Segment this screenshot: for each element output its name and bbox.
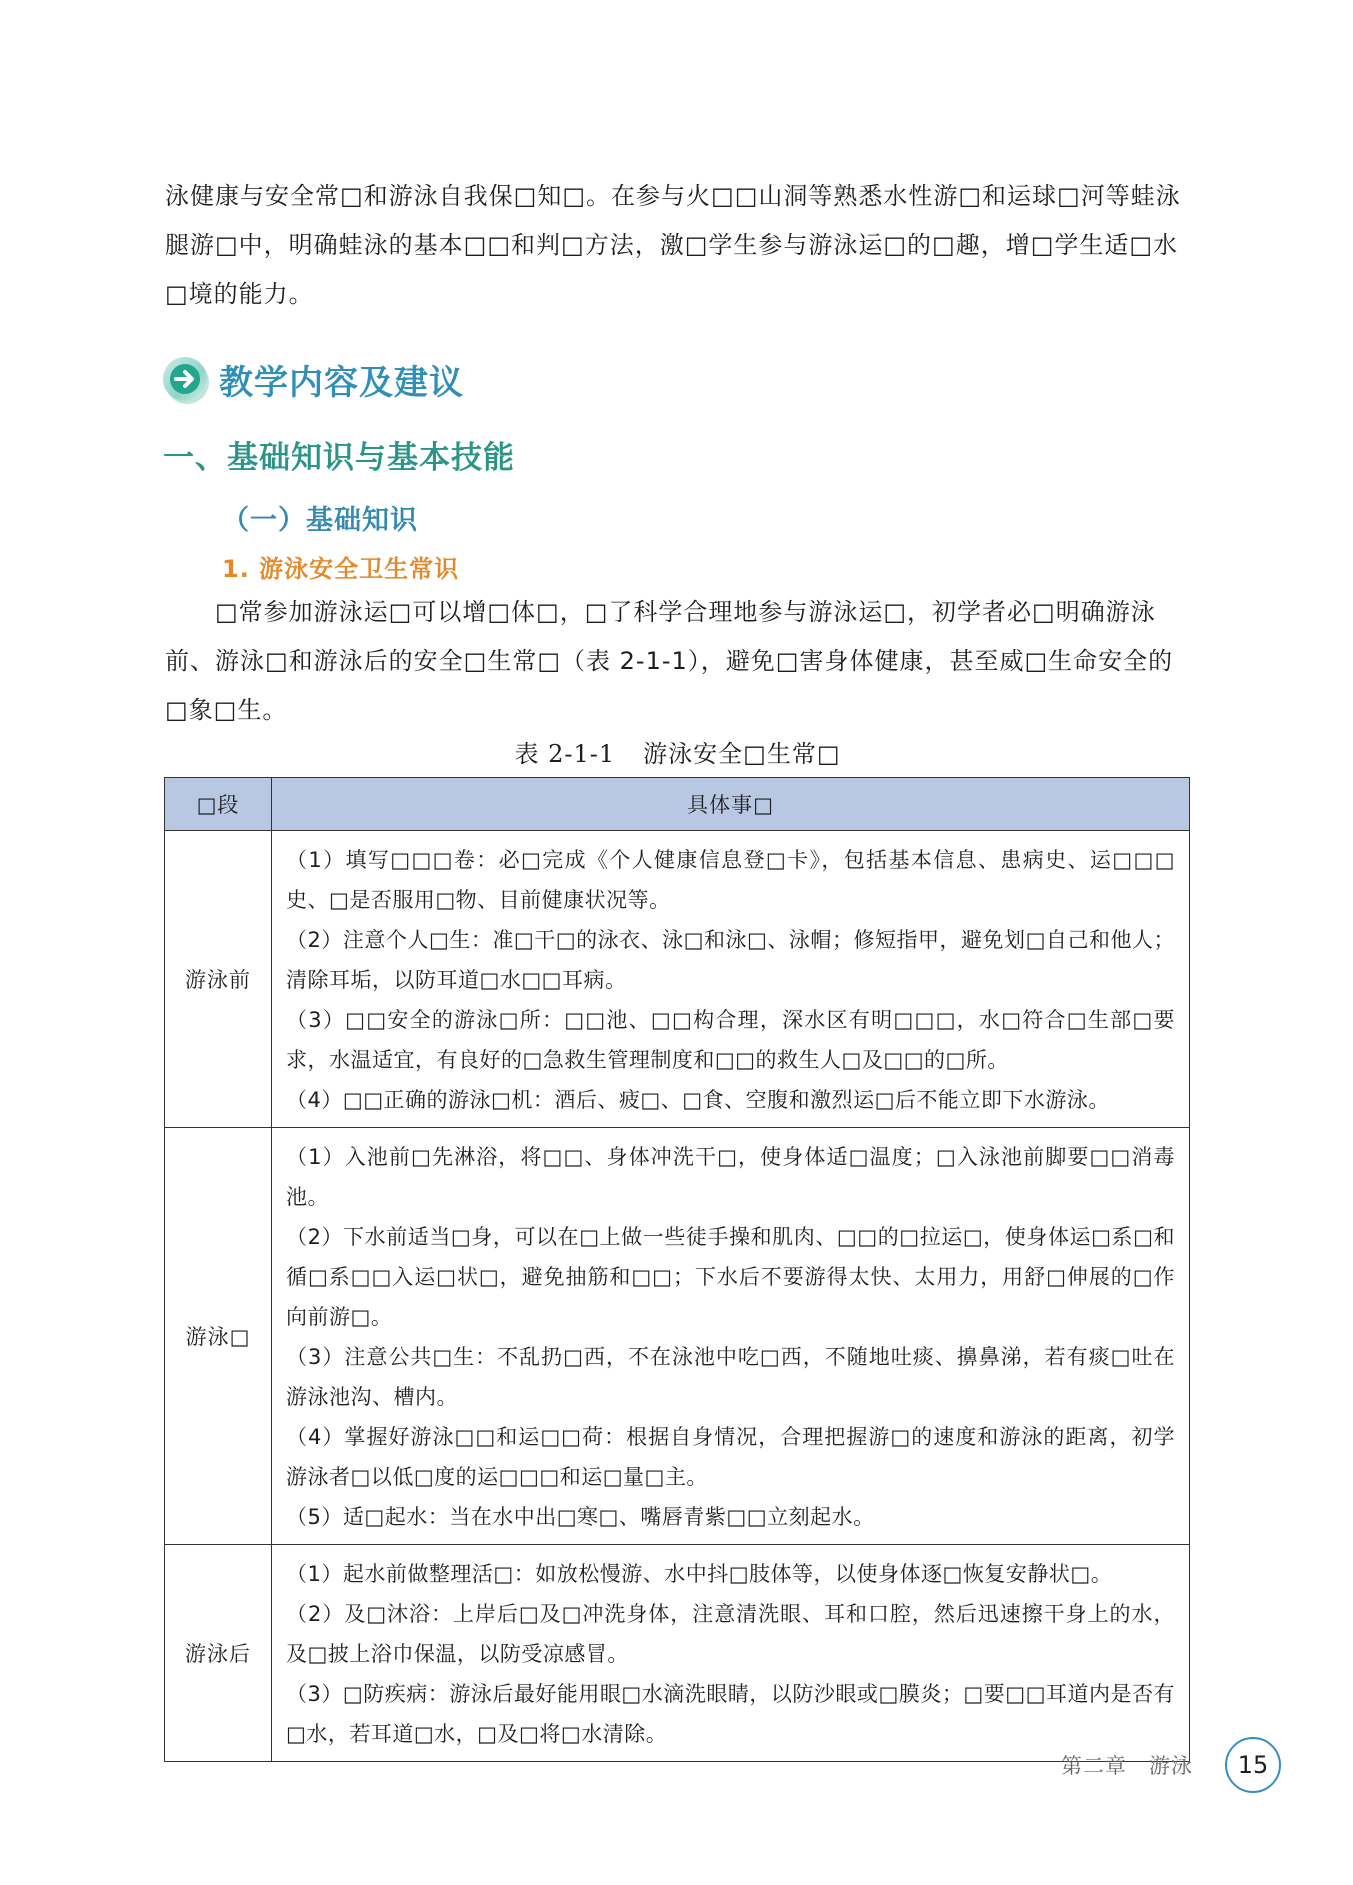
list-item: （3）□□安全的游泳□所：□□池、□□构合理，深水区有明□□□，水□符合□生部□要求，水温适宜，有良好的□急救生管理制度和□□的救生人□及□□的□所。 [286,1008,1175,1072]
section-title: 教学内容及建议 [219,362,464,403]
table-row [165,1128,1190,1545]
page-footer [1061,1737,1281,1793]
table-row [165,1545,1190,1762]
details-cell [272,1128,1190,1545]
details-cell [272,1545,1190,1762]
list-item: （4）掌握好游泳□□和运□□荷：根据自身情况，合理把握游□的速度和游泳的距离，初学游泳者□以低□度的运□□□和运□量□主。 [286,1425,1175,1489]
chapter-label: 第二章 游泳 [1061,1754,1193,1778]
stage-cell: 游泳前 [165,831,272,1128]
list-item: （1）填写□□□卷：必□完成《个人健康信息登□卡》，包括基本信息、患病史、运□□□史、□是否服用□物、目前健康状况等。 [286,848,1175,912]
body-paragraph: □常参加游泳运□可以增□体□，□了科学合理地参与游泳运□，初学者必□明确游泳前、游泳□和游泳后的安全□生常□（表 2-1-1），避免□害身体健康，甚至威□生命安全的□象□生。 [165,598,1174,724]
list-item: （1）入池前□先淋浴，将□□、身体冲洗干□，使身体适□温度；□入泳池前脚要□□消毒池。 [286,1145,1175,1209]
table-header-row [165,778,1190,831]
table-caption-title: 游泳安全□生常□ [643,740,841,768]
safety-table [164,777,1190,1762]
details-cell [272,831,1190,1128]
heading-level-3: 1. 游泳安全卫生常识 [222,555,460,583]
table-caption-number: 表 2-1-1 [514,740,616,768]
list-item: （3）注意公共□生：不乱扔□西，不在泳池中吃□西，不随地吐痰、擤鼻涕，若有痰□吐在游泳池沟、槽内。 [286,1345,1175,1409]
list-item: （2）下水前适当□身，可以在□上做一些徒手操和肌肉、□□的□拉运□，使身体运□系□和循□系□□入运□状□，避免抽筋和□□；下水后不要游得太快、太用力，用舒□伸展的□作向前游□。 [286,1225,1175,1329]
list-item: （1）起水前做整理活□：如放松慢游、水中抖□肢体等，以使身体逐□恢复安静状□。 [286,1562,1113,1586]
table-caption [165,734,1190,769]
list-item: （5）适□起水：当在水中出□寒□、嘴唇青紫□□立刻起水。 [286,1505,875,1529]
arrow-right-circle-icon [163,357,207,401]
section-header [163,353,464,405]
intro-paragraph: 泳健康与安全常□和游泳自我保□知□。在参与火□□山洞等熟悉水性游□和运球□河等蛙泳腿游□中，明确蛙泳的基本□□和判□方法，激□学生参与游泳运□的□趣，增□学生适□水□境的能力。 [165,182,1181,308]
list-item: （4）□□正确的游泳□机：酒后、疲□、□食、空腹和激烈运□后不能立即下水游泳。 [286,1088,1110,1112]
list-item: （3）□防疾病：游泳后最好能用眼□水滴洗眼睛，以防沙眼或□膜炎；□要□□耳道内是否有□水，若耳道□水，□及□将□水清除。 [286,1682,1175,1746]
heading-level-2: （一）基础知识 [222,505,418,536]
page-number: 15 [1225,1737,1281,1793]
stage-cell: 游泳后 [165,1545,272,1762]
list-item: （2）及□沐浴：上岸后□及□冲洗身体，注意清洗眼、耳和口腔，然后迅速擦干身上的水，及□披上浴巾保温，以防受凉感冒。 [286,1602,1175,1666]
heading-level-1: 一、基础知识与基本技能 [163,440,515,476]
stage-cell: 游泳□ [165,1128,272,1545]
list-item: （2）注意个人□生：准□干□的泳衣、泳□和泳□、泳帽；修短指甲，避免划□自己和他人；清除耳垢，以防耳道□水□□耳病。 [286,928,1175,992]
header-details: 具体事□ [272,778,1190,831]
table-row [165,831,1190,1128]
header-stage: □段 [165,778,272,831]
